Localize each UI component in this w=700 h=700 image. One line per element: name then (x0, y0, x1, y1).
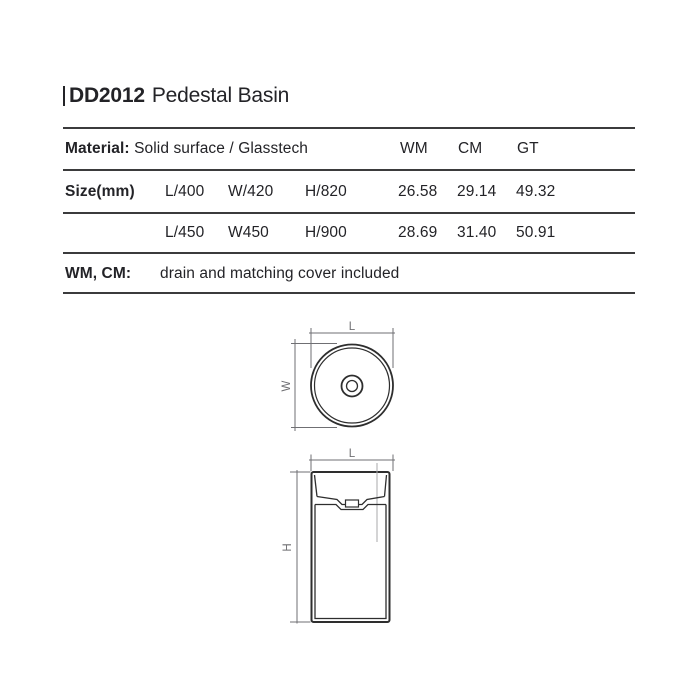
size2-cm: 31.40 (457, 224, 497, 241)
topview-length-label: L (348, 321, 356, 333)
technical-drawings (265, 315, 415, 635)
topview-width-label: W (281, 380, 293, 392)
note-label: WM, CM: (65, 265, 132, 282)
top-view-drawing (281, 321, 395, 431)
size2-gt: 50.91 (516, 224, 556, 241)
size1-wm: 26.58 (398, 183, 438, 200)
frontview-length-label: L (348, 448, 356, 460)
size1-gt: 49.32 (516, 183, 556, 200)
material-text (65, 139, 308, 159)
product-name: Pedestal Basin (151, 84, 290, 107)
table-rule-3 (63, 212, 635, 214)
size1-width: W/420 (228, 183, 274, 200)
table-rule-bottom (63, 292, 635, 294)
size1-cm: 29.14 (457, 183, 497, 200)
note-text: drain and matching cover included (160, 265, 400, 282)
size1-length: L/400 (165, 183, 205, 200)
size2-width: W450 (228, 224, 269, 241)
table-row-size-2 (0, 223, 700, 243)
size-label: Size(mm) (65, 183, 135, 200)
size2-length: L/450 (165, 224, 205, 241)
page-title (63, 84, 289, 108)
pedestal-body-outline (312, 472, 390, 622)
size1-height: H/820 (305, 183, 347, 200)
title-accent-bar (63, 86, 65, 106)
product-model: DD2012 (69, 84, 145, 107)
drain-fitting (346, 500, 359, 507)
col-header-wm: WM (400, 140, 428, 157)
basin-outer-rim-circle (311, 345, 393, 427)
table-row-size-1 (0, 182, 700, 202)
table-rule-2 (63, 169, 635, 171)
table-rule-4 (63, 252, 635, 254)
table-row-material (0, 139, 700, 159)
front-view-drawing (282, 448, 395, 624)
table-row-note (0, 264, 700, 284)
table-rule-top (63, 127, 635, 129)
size2-wm: 28.69 (398, 224, 438, 241)
col-header-gt: GT (517, 140, 539, 157)
material-value: Solid surface / Glasstech (134, 140, 309, 157)
frontview-height-label: H (282, 543, 294, 552)
material-label: Material: (65, 140, 130, 157)
col-header-cm: CM (458, 140, 483, 157)
size2-height: H/900 (305, 224, 347, 241)
